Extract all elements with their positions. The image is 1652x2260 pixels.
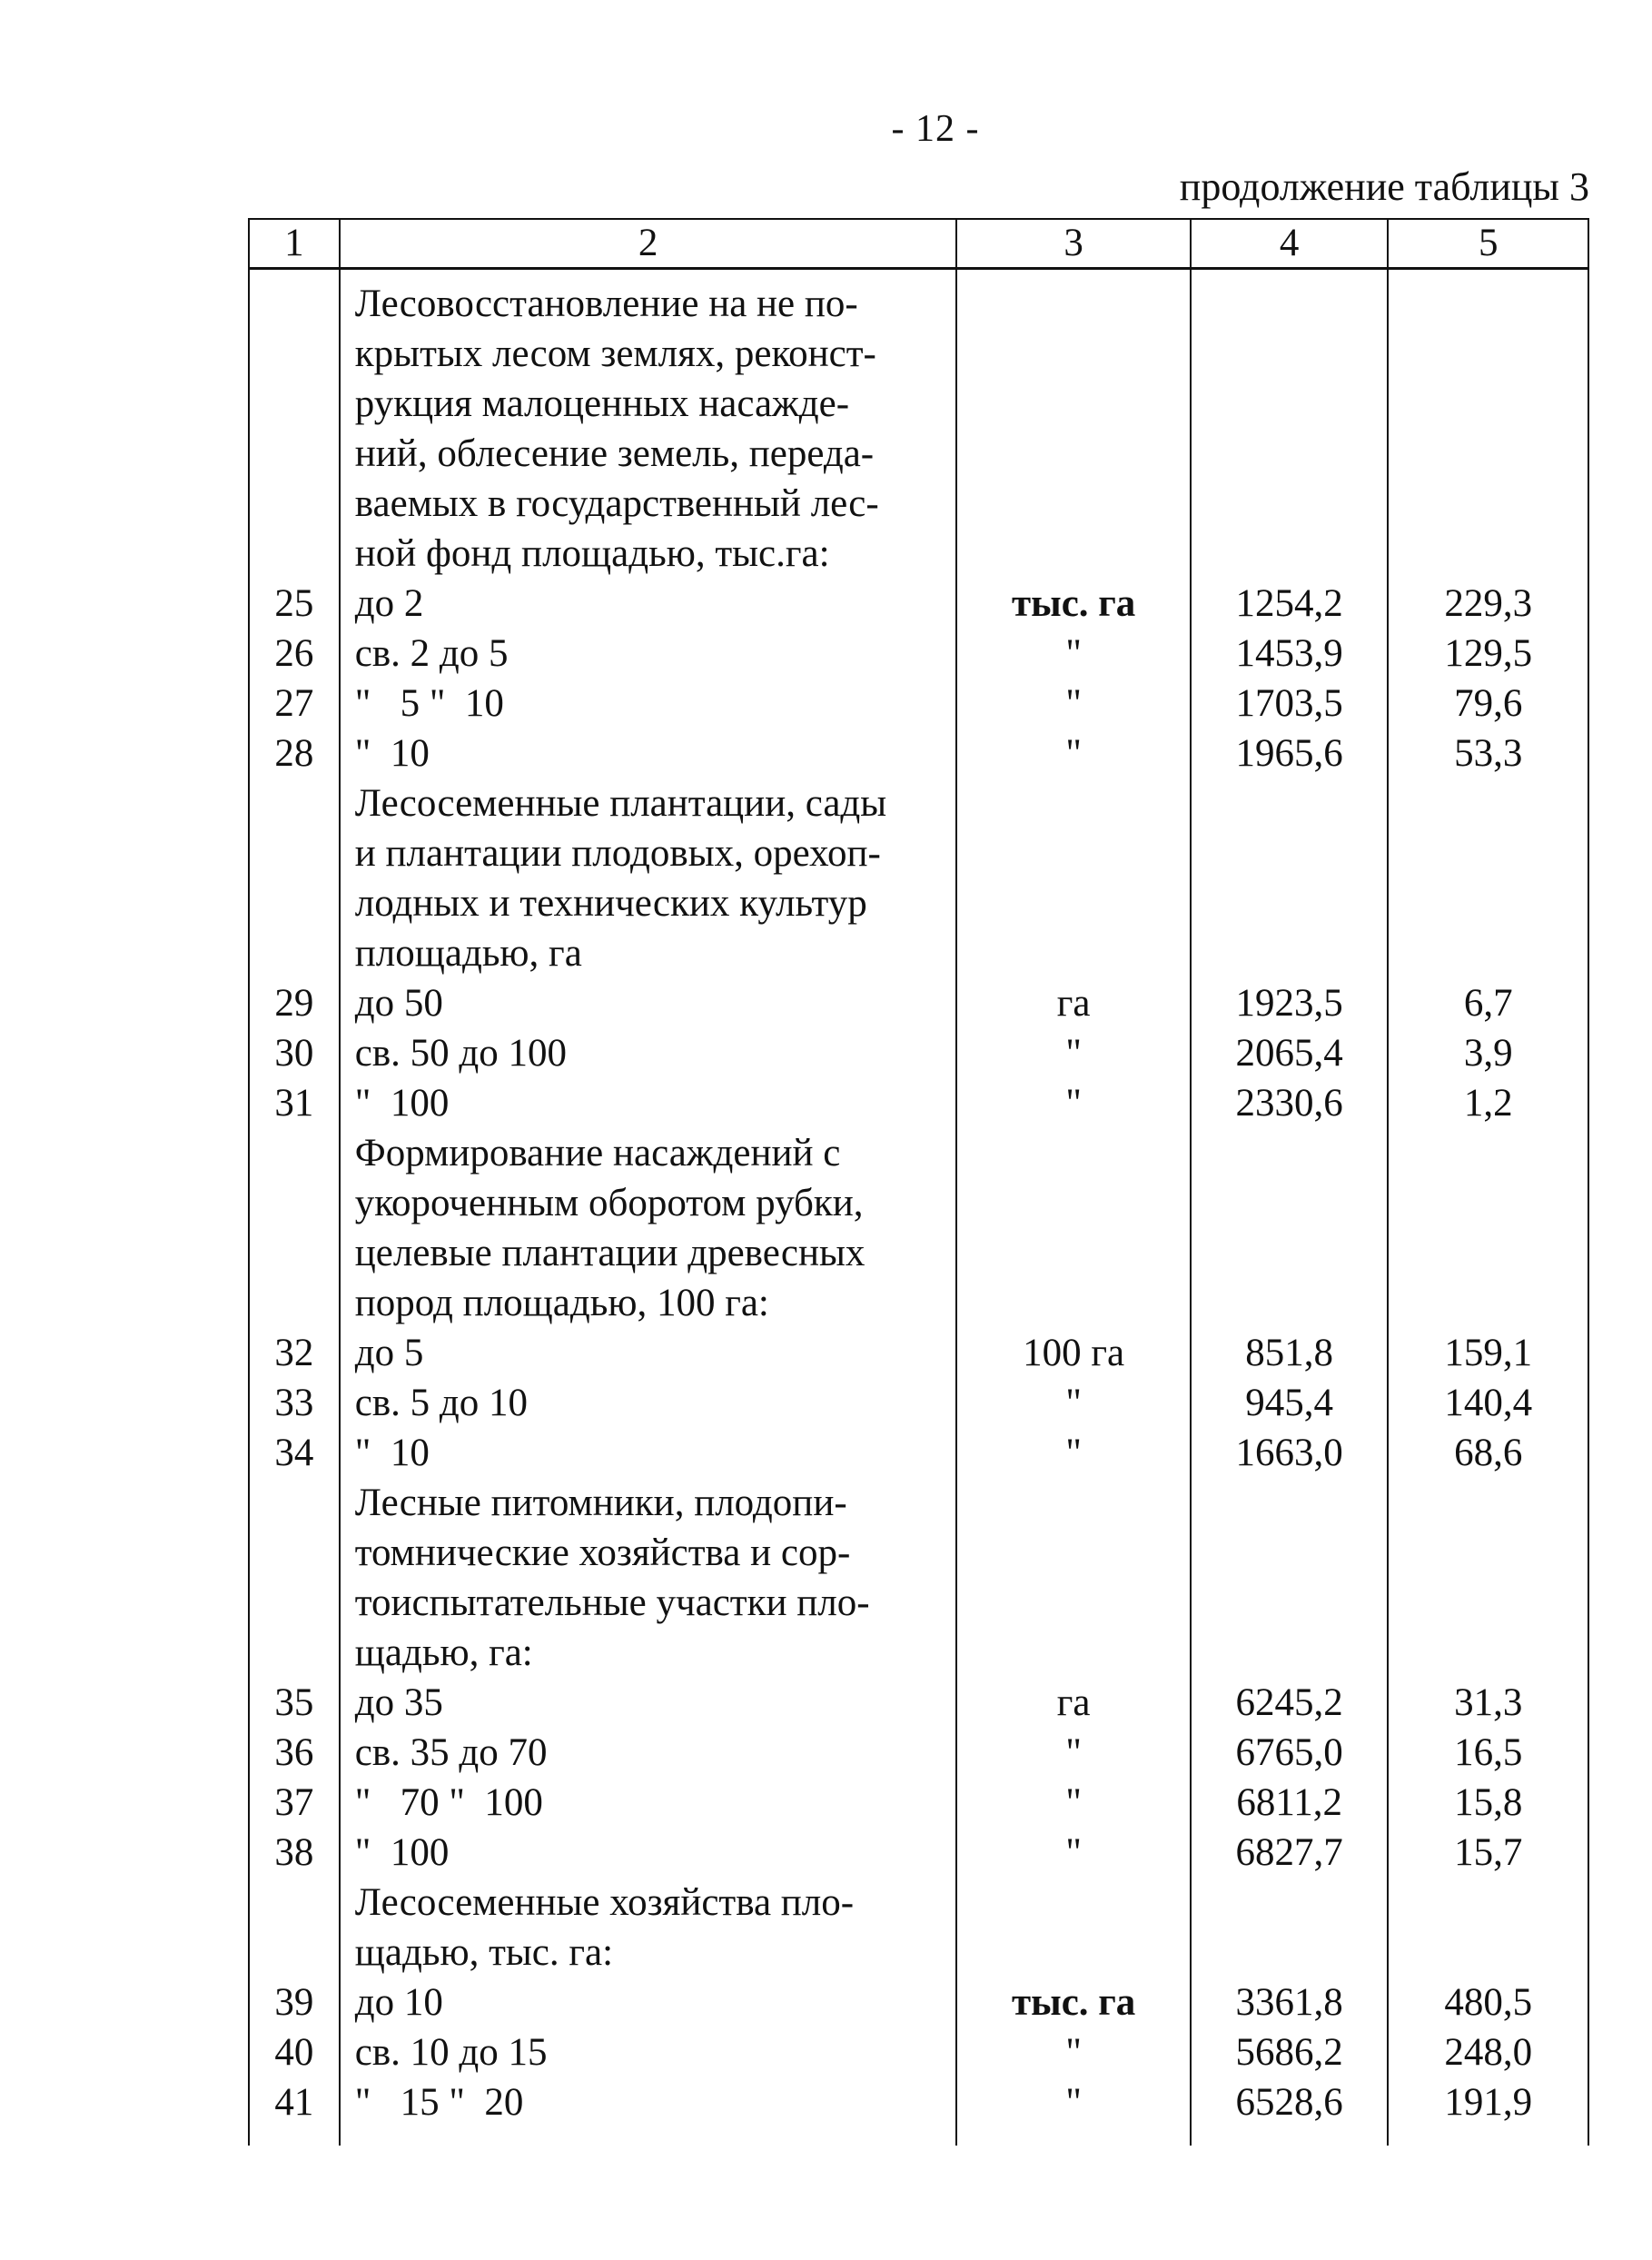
value-cell: [1388, 1178, 1588, 1228]
unit-cell: [956, 878, 1190, 928]
column-header: 5: [1388, 219, 1588, 269]
value-cell: [1191, 429, 1389, 479]
column-header: 2: [340, 219, 957, 269]
value-cell: [1388, 778, 1588, 828]
row-number: 27: [249, 679, 340, 729]
row-number: 29: [249, 978, 340, 1028]
row-value-col5: 1,2: [1388, 1078, 1588, 1128]
row-number-cell: [249, 928, 340, 978]
value-cell: [1191, 1528, 1389, 1578]
row-unit: тыс. га: [956, 1978, 1190, 2027]
column-header: 4: [1191, 219, 1389, 269]
row-number-cell: [249, 1278, 340, 1328]
section-heading-line: ной фонд площадью, тыс.га:: [340, 529, 957, 579]
row-unit: ": [956, 1378, 1190, 1428]
row-number-cell: [249, 429, 340, 479]
value-cell: [1191, 529, 1389, 579]
row-number: 41: [249, 2077, 340, 2127]
value-cell: [1388, 1228, 1588, 1278]
section-heading-line: лодных и технических культур: [340, 878, 957, 928]
unit-cell: [956, 1878, 1190, 1928]
value-cell: [1388, 1878, 1588, 1928]
row-unit: га: [956, 978, 1190, 1028]
section-heading-row: [249, 1128, 1588, 1178]
unit-cell: [956, 1928, 1190, 1978]
row-unit: ": [956, 1078, 1190, 1128]
section-heading-line: рукция малоценных насажде-: [340, 379, 957, 429]
unit-cell: [956, 429, 1190, 479]
section-heading-line: укороченным оборотом рубки,: [340, 1178, 957, 1228]
value-cell: [1388, 1478, 1588, 1528]
row-number: 26: [249, 629, 340, 679]
section-heading-line: Лесосеменные плантации, сады: [340, 778, 957, 828]
row-description: до 10: [340, 1978, 957, 2027]
unit-cell: [956, 778, 1190, 828]
value-cell: [1388, 279, 1588, 329]
value-cell: [1191, 778, 1389, 828]
row-value-col4: 945,4: [1191, 1378, 1389, 1428]
section-heading-line: площадью, га: [340, 928, 957, 978]
row-value-col4: 2065,4: [1191, 1028, 1389, 1078]
section-heading-row: [249, 1528, 1588, 1578]
row-value-col5: 79,6: [1388, 679, 1588, 729]
row-value-col4: 5686,2: [1191, 2027, 1389, 2077]
row-value-col4: 6245,2: [1191, 1678, 1389, 1728]
table-row: [249, 1978, 1588, 2027]
row-value-col5: 191,9: [1388, 2077, 1588, 2127]
row-number-cell: [249, 1228, 340, 1278]
value-cell: [1191, 1578, 1389, 1628]
section-heading-row: [249, 1178, 1588, 1228]
value-cell: [1191, 1878, 1389, 1928]
value-cell: [1191, 279, 1389, 329]
unit-cell: [956, 1528, 1190, 1578]
row-number-cell: [249, 1928, 340, 1978]
table-row: [249, 2077, 1588, 2127]
row-description: " 10: [340, 1428, 957, 1478]
row-unit: ": [956, 1828, 1190, 1878]
row-value-col5: 15,7: [1388, 1828, 1588, 1878]
unit-cell: [956, 1628, 1190, 1678]
row-number: 25: [249, 579, 340, 629]
row-value-col4: 2330,6: [1191, 1078, 1389, 1128]
section-heading-row: [249, 279, 1588, 329]
section-heading-row: [249, 928, 1588, 978]
row-description: до 50: [340, 978, 957, 1028]
row-value-col5: 480,5: [1388, 1978, 1588, 2027]
row-description: " 100: [340, 1828, 957, 1878]
table-row: [249, 1078, 1588, 1128]
unit-cell: [956, 329, 1190, 379]
row-unit: ": [956, 1778, 1190, 1828]
value-cell: [1388, 1928, 1588, 1978]
row-description: " 10: [340, 729, 957, 778]
row-number-cell: [249, 1478, 340, 1528]
table-row: [249, 1828, 1588, 1878]
section-heading-line: Лесовосстановление на не по-: [340, 279, 957, 329]
section-heading-row: [249, 479, 1588, 529]
value-cell: [1388, 928, 1588, 978]
row-unit: 100 га: [956, 1328, 1190, 1378]
section-heading-row: [249, 1878, 1588, 1928]
value-cell: [1191, 1628, 1389, 1678]
section-heading-row: [249, 1278, 1588, 1328]
row-description: до 35: [340, 1678, 957, 1728]
row-value-col5: 15,8: [1388, 1778, 1588, 1828]
row-value-col5: 68,6: [1388, 1428, 1588, 1478]
row-value-col4: 851,8: [1191, 1328, 1389, 1378]
row-number-cell: [249, 778, 340, 828]
row-number: 28: [249, 729, 340, 778]
row-number-cell: [249, 878, 340, 928]
row-value-col5: 3,9: [1388, 1028, 1588, 1078]
table-row: [249, 679, 1588, 729]
table-row: [249, 1378, 1588, 1428]
row-number-cell: [249, 828, 340, 878]
row-description: " 5 " 10: [340, 679, 957, 729]
row-number: 37: [249, 1778, 340, 1828]
row-value-col4: 6528,6: [1191, 2077, 1389, 2127]
row-unit: га: [956, 1678, 1190, 1728]
section-heading-row: [249, 379, 1588, 429]
row-description: " 70 " 100: [340, 1778, 957, 1828]
value-cell: [1191, 1178, 1389, 1228]
unit-cell: [956, 1228, 1190, 1278]
row-unit: ": [956, 1028, 1190, 1078]
row-description: св. 2 до 5: [340, 629, 957, 679]
table-row: [249, 629, 1588, 679]
section-heading-row: [249, 329, 1588, 379]
row-description: св. 5 до 10: [340, 1378, 957, 1428]
unit-cell: [956, 928, 1190, 978]
row-number-cell: [249, 1528, 340, 1578]
row-number: 32: [249, 1328, 340, 1378]
section-heading-row: [249, 878, 1588, 928]
section-heading-row: [249, 828, 1588, 878]
unit-cell: [956, 279, 1190, 329]
row-description: св. 50 до 100: [340, 1028, 957, 1078]
section-heading-line: Лесные питомники, плодопи-: [340, 1478, 957, 1528]
row-number-cell: [249, 1178, 340, 1228]
value-cell: [1388, 529, 1588, 579]
row-value-col5: 31,3: [1388, 1678, 1588, 1728]
row-value-col5: 6,7: [1388, 978, 1588, 1028]
value-cell: [1388, 1628, 1588, 1678]
row-description: " 15 " 20: [340, 2077, 957, 2127]
row-number-cell: [249, 279, 340, 329]
row-value-col5: 129,5: [1388, 629, 1588, 679]
section-heading-row: [249, 429, 1588, 479]
data-table: [248, 218, 1589, 2146]
value-cell: [1388, 1278, 1588, 1328]
section-heading-line: Формирование насаждений с: [340, 1128, 957, 1178]
section-heading-row: [249, 1578, 1588, 1628]
table-row: [249, 1778, 1588, 1828]
value-cell: [1191, 828, 1389, 878]
row-number-cell: [249, 329, 340, 379]
row-value-col5: 16,5: [1388, 1728, 1588, 1778]
row-number: 35: [249, 1678, 340, 1728]
section-heading-row: [249, 1628, 1588, 1678]
row-value-col4: 1703,5: [1191, 679, 1389, 729]
row-value-col4: 6827,7: [1191, 1828, 1389, 1878]
value-cell: [1191, 1928, 1389, 1978]
row-unit: ": [956, 1728, 1190, 1778]
value-cell: [1388, 878, 1588, 928]
section-heading-line: пород площадью, 100 га:: [340, 1278, 957, 1328]
column-header: 1: [249, 219, 340, 269]
value-cell: [1388, 429, 1588, 479]
row-unit: ": [956, 2077, 1190, 2127]
row-value-col4: 1663,0: [1191, 1428, 1389, 1478]
row-description: св. 10 до 15: [340, 2027, 957, 2077]
row-number: 34: [249, 1428, 340, 1478]
unit-cell: [956, 828, 1190, 878]
table-row: [249, 1428, 1588, 1478]
table-row: [249, 579, 1588, 629]
unit-cell: [956, 379, 1190, 429]
table-continuation-label: продолжение таблицы 3: [1179, 164, 1589, 209]
value-cell: [1388, 379, 1588, 429]
section-heading-line: ний, облесение земель, переда-: [340, 429, 957, 479]
row-value-col5: 53,3: [1388, 729, 1588, 778]
row-number: 30: [249, 1028, 340, 1078]
row-value-col4: 3361,8: [1191, 1978, 1389, 2027]
unit-cell: [956, 1278, 1190, 1328]
section-heading-row: [249, 1928, 1588, 1978]
unit-cell: [956, 479, 1190, 529]
row-value-col4: 6811,2: [1191, 1778, 1389, 1828]
table-row: [249, 1728, 1588, 1778]
value-cell: [1388, 479, 1588, 529]
table-row: [249, 978, 1588, 1028]
row-number-cell: [249, 1878, 340, 1928]
page-number: - 12 -: [891, 108, 980, 150]
section-heading-row: [249, 1478, 1588, 1528]
section-heading-line: щадью, тыс. га:: [340, 1928, 957, 1978]
section-heading-line: тоиспытательные участки пло-: [340, 1578, 957, 1628]
row-description: до 5: [340, 1328, 957, 1378]
row-value-col5: 229,3: [1388, 579, 1588, 629]
row-value-col4: 1254,2: [1191, 579, 1389, 629]
section-heading-line: ваемых в государственный лес-: [340, 479, 957, 529]
table-row: [249, 2027, 1588, 2077]
row-value-col4: 6765,0: [1191, 1728, 1389, 1778]
row-number: 33: [249, 1378, 340, 1428]
section-heading-row: [249, 778, 1588, 828]
row-number: 38: [249, 1828, 340, 1878]
row-number-cell: [249, 379, 340, 429]
row-number: 39: [249, 1978, 340, 2027]
value-cell: [1191, 1228, 1389, 1278]
unit-cell: [956, 1478, 1190, 1528]
row-number-cell: [249, 1578, 340, 1628]
row-unit: ": [956, 1428, 1190, 1478]
value-cell: [1191, 1128, 1389, 1178]
row-unit: ": [956, 629, 1190, 679]
row-number-cell: [249, 479, 340, 529]
value-cell: [1388, 828, 1588, 878]
row-value-col5: 159,1: [1388, 1328, 1588, 1378]
value-cell: [1388, 1128, 1588, 1178]
unit-cell: [956, 1178, 1190, 1228]
row-value-col5: 140,4: [1388, 1378, 1588, 1428]
unit-cell: [956, 529, 1190, 579]
section-heading-row: [249, 1228, 1588, 1278]
row-number: 36: [249, 1728, 340, 1778]
section-heading-line: целевые плантации древесных: [340, 1228, 957, 1278]
table-row: [249, 1678, 1588, 1728]
row-description: св. 35 до 70: [340, 1728, 957, 1778]
table-body: [249, 269, 1588, 2146]
row-value-col4: 1965,6: [1191, 729, 1389, 778]
table-row: [249, 1028, 1588, 1078]
value-cell: [1191, 1478, 1389, 1528]
row-unit: ": [956, 2027, 1190, 2077]
section-heading-line: щадью, га:: [340, 1628, 957, 1678]
row-number: 40: [249, 2027, 340, 2077]
value-cell: [1388, 329, 1588, 379]
section-heading-row: [249, 529, 1588, 579]
row-description: " 100: [340, 1078, 957, 1128]
value-cell: [1191, 379, 1389, 429]
unit-cell: [956, 1128, 1190, 1178]
row-unit: ": [956, 729, 1190, 778]
value-cell: [1191, 1278, 1389, 1328]
row-number: 31: [249, 1078, 340, 1128]
column-header: 3: [956, 219, 1190, 269]
table-row: [249, 1328, 1588, 1378]
table-header-row: [249, 219, 1588, 269]
row-value-col4: 1923,5: [1191, 978, 1389, 1028]
row-number-cell: [249, 1128, 340, 1178]
value-cell: [1191, 928, 1389, 978]
unit-cell: [956, 1578, 1190, 1628]
row-unit: ": [956, 679, 1190, 729]
row-number-cell: [249, 529, 340, 579]
section-heading-line: томнические хозяйства и сор-: [340, 1528, 957, 1578]
table-row: [249, 729, 1588, 778]
section-heading-line: крытых лесом землях, реконст-: [340, 329, 957, 379]
row-number-cell: [249, 1628, 340, 1678]
row-unit: тыс. га: [956, 579, 1190, 629]
value-cell: [1388, 1578, 1588, 1628]
row-description: до 2: [340, 579, 957, 629]
section-heading-line: и плантации плодовых, орехоп-: [340, 828, 957, 878]
row-value-col5: 248,0: [1388, 2027, 1588, 2077]
section-heading-line: Лесосеменные хозяйства пло-: [340, 1878, 957, 1928]
value-cell: [1388, 1528, 1588, 1578]
value-cell: [1191, 878, 1389, 928]
value-cell: [1191, 329, 1389, 379]
value-cell: [1191, 479, 1389, 529]
row-value-col4: 1453,9: [1191, 629, 1389, 679]
